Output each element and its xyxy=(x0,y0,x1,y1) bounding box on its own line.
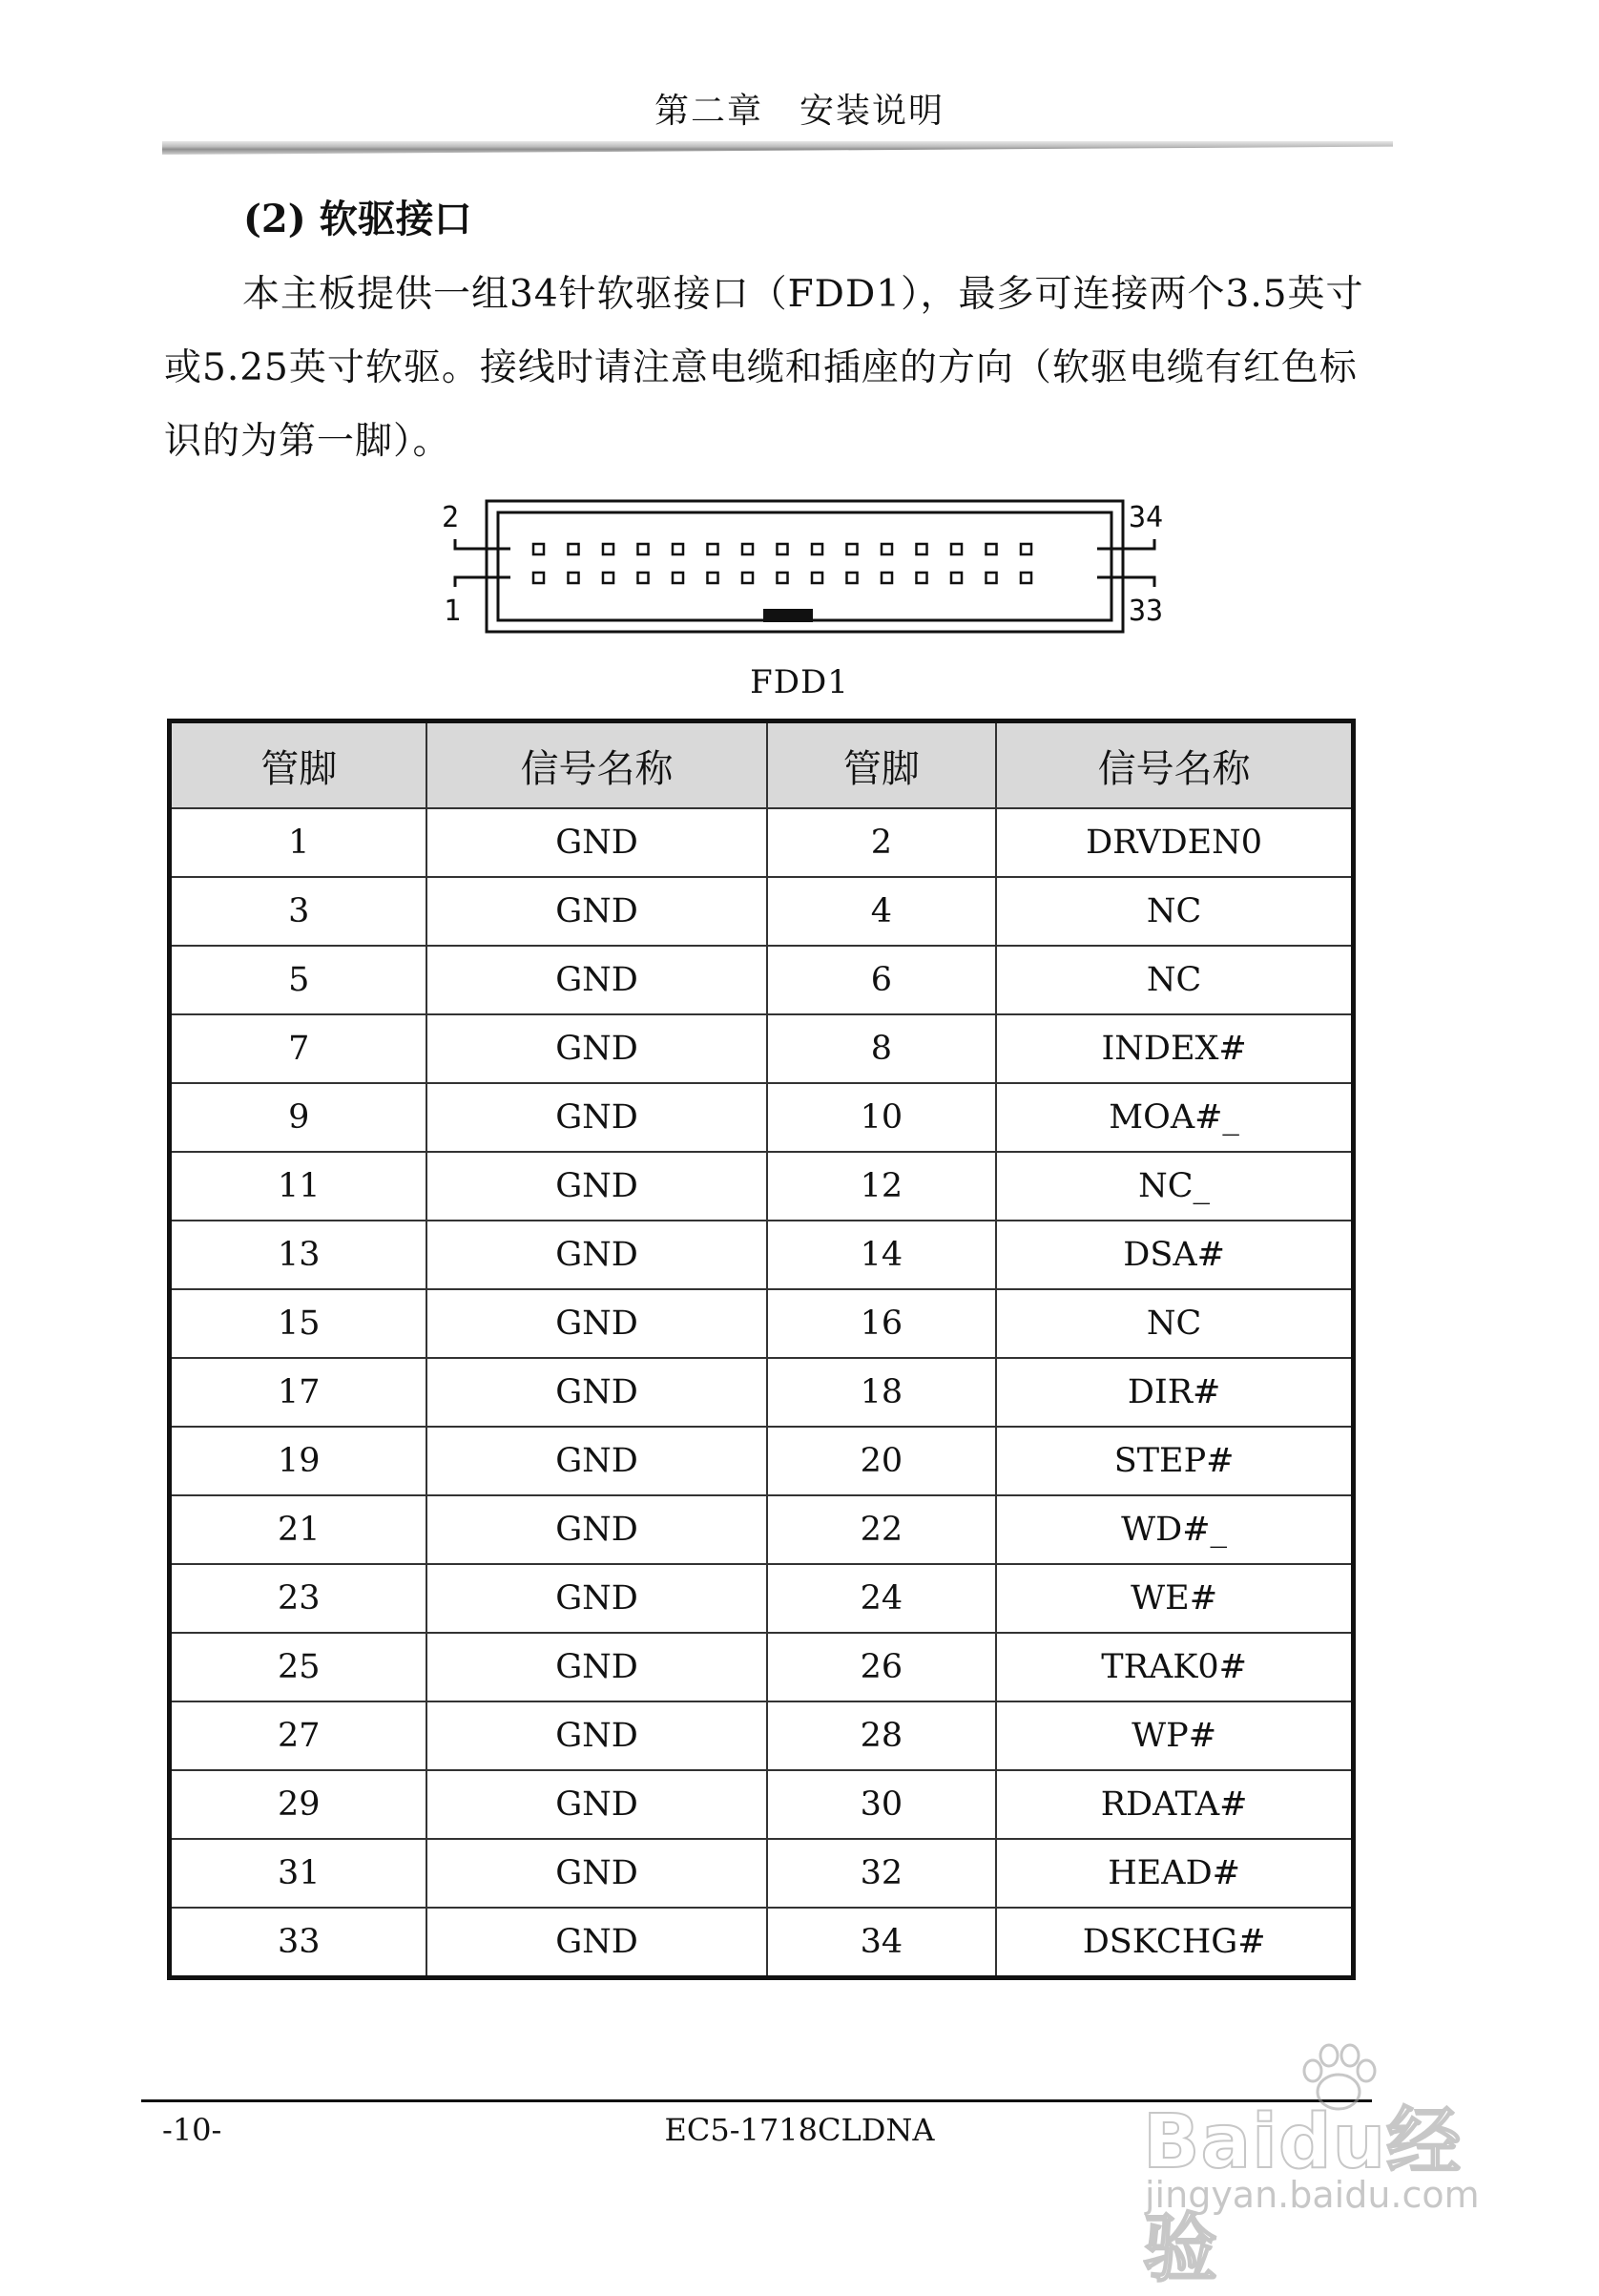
connector-pin xyxy=(533,573,544,583)
signal-name-cell: WD#_ xyxy=(996,1495,1353,1564)
watermark-url: jingyan.baidu.com xyxy=(1145,2174,1480,2216)
connector-key-notch xyxy=(763,609,813,622)
signal-name-cell: NC_ xyxy=(996,1152,1353,1221)
signal-name-cell: GND xyxy=(426,1633,766,1701)
signal-name-cell: GND xyxy=(426,1221,766,1289)
pin-number-cell: 22 xyxy=(767,1495,997,1564)
pin-number-cell: 19 xyxy=(170,1427,427,1495)
connector-pin xyxy=(742,544,753,554)
header-pin: 管脚 xyxy=(767,721,997,809)
model-number: EC5-1718CLDNA xyxy=(664,2112,935,2148)
table-row xyxy=(170,808,1354,877)
table-row xyxy=(170,1839,1354,1908)
section-heading: (2) 软驱接口 xyxy=(243,197,472,241)
connector-pin xyxy=(638,544,649,554)
pin-number-cell: 7 xyxy=(170,1014,427,1083)
signal-name-cell: GND xyxy=(426,808,766,877)
watermark-brand: Baidu经验 xyxy=(1143,2099,1463,2292)
pin-number-cell: 31 xyxy=(170,1839,427,1908)
signal-name-cell: GND xyxy=(426,1427,766,1495)
signal-name-cell: MOA#_ xyxy=(996,1083,1353,1152)
lead-pin-1 xyxy=(455,577,510,587)
connector-pin xyxy=(742,573,753,583)
signal-name-cell: GND xyxy=(426,1839,766,1908)
table-row xyxy=(170,1289,1354,1358)
pin-number-cell: 8 xyxy=(767,1014,997,1083)
pin-number-cell: 14 xyxy=(767,1221,997,1289)
table-row xyxy=(170,1221,1354,1289)
connector-pin xyxy=(951,544,962,554)
connector-pin xyxy=(812,573,822,583)
connector-caption: FDD1 xyxy=(750,663,849,701)
signal-name-cell: GND xyxy=(426,1908,766,1978)
page-number: -10- xyxy=(162,2112,222,2148)
pin-label-34: 34 xyxy=(1129,501,1164,534)
signal-name-cell: RDATA# xyxy=(996,1770,1353,1839)
signal-name-cell: WP# xyxy=(996,1701,1353,1770)
connector-pin xyxy=(882,573,892,583)
connector-pin xyxy=(533,544,544,554)
header-signal: 信号名称 xyxy=(996,721,1353,809)
connector-pin xyxy=(847,544,858,554)
pin-number-cell: 18 xyxy=(767,1358,997,1427)
table-row xyxy=(170,1083,1354,1152)
connector-pin xyxy=(812,544,822,554)
pin-number-cell: 25 xyxy=(170,1633,427,1701)
pin-number-cell: 30 xyxy=(767,1770,997,1839)
table-row xyxy=(170,1701,1354,1770)
pin-number-cell: 12 xyxy=(767,1152,997,1221)
pin-number-cell: 20 xyxy=(767,1427,997,1495)
table-row xyxy=(170,1358,1354,1427)
table-row xyxy=(170,1633,1354,1701)
signal-name-cell: GND xyxy=(426,1564,766,1633)
connector-pin xyxy=(673,544,683,554)
pin-number-cell: 3 xyxy=(170,877,427,946)
connector-pin xyxy=(917,544,927,554)
connector-inner-frame xyxy=(498,512,1111,620)
signal-name-cell: NC xyxy=(996,946,1353,1014)
pin-number-cell: 27 xyxy=(170,1701,427,1770)
pin-number-cell: 17 xyxy=(170,1358,427,1427)
pin-number-cell: 29 xyxy=(170,1770,427,1839)
connector-pin xyxy=(1021,544,1031,554)
pin-number-cell: 34 xyxy=(767,1908,997,1978)
pin-row-bottom xyxy=(533,573,1031,583)
pin-number-cell: 15 xyxy=(170,1289,427,1358)
connector-pin xyxy=(951,573,962,583)
signal-name-cell: NC xyxy=(996,1289,1353,1358)
signal-name-cell: STEP# xyxy=(996,1427,1353,1495)
signal-name-cell: DIR# xyxy=(996,1358,1353,1427)
table-row xyxy=(170,1152,1354,1221)
signal-name-cell: HEAD# xyxy=(996,1839,1353,1908)
table-row xyxy=(170,877,1354,946)
table-row xyxy=(170,1770,1354,1839)
baidu-watermark xyxy=(1133,2042,1525,2292)
connector-pin xyxy=(603,544,613,554)
header-signal: 信号名称 xyxy=(426,721,766,809)
connector-pin xyxy=(673,573,683,583)
body-paragraph: 本主板提供一组34针软驱接口（FDD1），最多可连接两个3.5英寸或5.25英寸软驱。接线时请注意电缆和插座的方向（软驱电缆有红色标识的为第一脚）。 xyxy=(164,273,1364,463)
signal-name-cell: DSKCHG# xyxy=(996,1908,1353,1978)
header-pin: 管脚 xyxy=(170,721,427,809)
connector-pin xyxy=(638,573,649,583)
pin-number-cell: 4 xyxy=(767,877,997,946)
pin-number-cell: 11 xyxy=(170,1152,427,1221)
pin-number-cell: 6 xyxy=(767,946,997,1014)
signal-name-cell: NC xyxy=(996,877,1353,946)
connector-pin xyxy=(986,544,997,554)
pin-row-top xyxy=(533,544,1031,554)
pin-number-cell: 23 xyxy=(170,1564,427,1633)
signal-name-cell: GND xyxy=(426,877,766,946)
signal-name-cell: GND xyxy=(426,1701,766,1770)
signal-name-cell: DSA# xyxy=(996,1221,1353,1289)
table-row xyxy=(170,1495,1354,1564)
pin-number-cell: 2 xyxy=(767,808,997,877)
connector-pin xyxy=(986,573,997,583)
pin-label-33: 33 xyxy=(1129,595,1164,628)
pin-number-cell: 24 xyxy=(767,1564,997,1633)
pin-label-2: 2 xyxy=(442,501,460,534)
header-divider xyxy=(162,141,1393,155)
connector-pin xyxy=(1021,573,1031,583)
connector-pin xyxy=(603,573,613,583)
fdd1-connector-diagram xyxy=(434,487,1178,639)
table-row xyxy=(170,1014,1354,1083)
signal-name-cell: INDEX# xyxy=(996,1014,1353,1083)
connector-pin xyxy=(778,573,788,583)
pin-number-cell: 28 xyxy=(767,1701,997,1770)
signal-name-cell: GND xyxy=(426,1152,766,1221)
lead-pin-33 xyxy=(1097,577,1154,587)
signal-name-cell: WE# xyxy=(996,1564,1353,1633)
connector-pin xyxy=(708,573,718,583)
signal-name-cell: GND xyxy=(426,946,766,1014)
signal-name-cell: GND xyxy=(426,1014,766,1083)
lead-pin-34 xyxy=(1097,539,1154,549)
table-row xyxy=(170,946,1354,1014)
table-row xyxy=(170,1427,1354,1495)
connector-pin xyxy=(569,573,579,583)
table-header-row xyxy=(170,721,1354,809)
table-row xyxy=(170,1564,1354,1633)
table-row xyxy=(170,1908,1354,1978)
pin-number-cell: 9 xyxy=(170,1083,427,1152)
signal-name-cell: GND xyxy=(426,1083,766,1152)
lead-pin-2 xyxy=(455,539,510,549)
pin-number-cell: 1 xyxy=(170,808,427,877)
pin-label-1: 1 xyxy=(444,595,462,628)
connector-pin xyxy=(778,544,788,554)
signal-name-cell: DRVDEN0 xyxy=(996,808,1353,877)
fdd-pin-table xyxy=(167,719,1356,1980)
connector-pin xyxy=(917,573,927,583)
pin-number-cell: 32 xyxy=(767,1839,997,1908)
pin-number-cell: 26 xyxy=(767,1633,997,1701)
connector-pin xyxy=(708,544,718,554)
signal-name-cell: GND xyxy=(426,1358,766,1427)
connector-pin xyxy=(569,544,579,554)
signal-name-cell: GND xyxy=(426,1770,766,1839)
pin-number-cell: 10 xyxy=(767,1083,997,1152)
pin-number-cell: 13 xyxy=(170,1221,427,1289)
signal-name-cell: GND xyxy=(426,1289,766,1358)
connector-pin xyxy=(847,573,858,583)
signal-name-cell: GND xyxy=(426,1495,766,1564)
pin-number-cell: 21 xyxy=(170,1495,427,1564)
pin-number-cell: 5 xyxy=(170,946,427,1014)
pin-number-cell: 16 xyxy=(767,1289,997,1358)
connector-pin xyxy=(882,544,892,554)
signal-name-cell: TRAK0# xyxy=(996,1633,1353,1701)
chapter-title: 第二章 安装说明 xyxy=(654,92,945,131)
pin-number-cell: 33 xyxy=(170,1908,427,1978)
